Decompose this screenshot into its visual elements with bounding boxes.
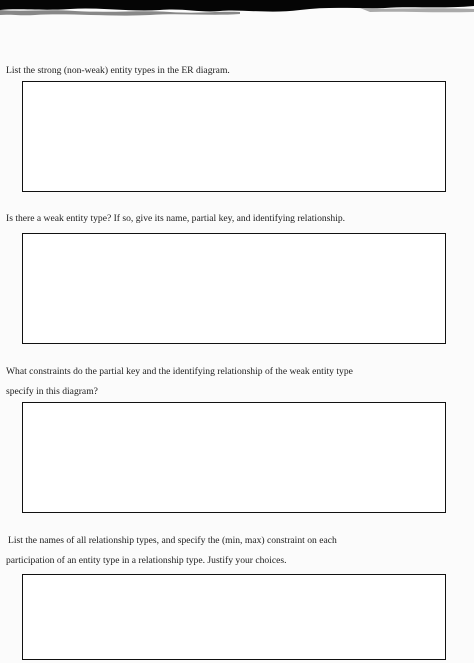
answer-box-1[interactable] xyxy=(22,81,446,192)
question-4-line-1: List the names of all relationship types, and specify the (min, max) constraint on each xyxy=(8,535,337,546)
answer-box-2[interactable] xyxy=(22,233,446,344)
question-3-line-1: What constraints do the partial key and the identifying relationship of the weak entity type xyxy=(6,366,353,377)
question-3-line-2: specify in this diagram? xyxy=(6,386,98,397)
question-2-line-1: Is there a weak entity type? If so, give its name, partial key, and identifying relationship. xyxy=(6,213,346,224)
question-4-line-2: participation of an entity type in a relationship type. Justify your choices. xyxy=(6,555,287,566)
question-1-line-1: List the strong (non-weak) entity types in the ER diagram. xyxy=(6,65,230,76)
answer-box-4[interactable] xyxy=(22,574,446,660)
scan-shadow-top xyxy=(0,0,474,20)
answer-box-3[interactable] xyxy=(22,402,446,513)
